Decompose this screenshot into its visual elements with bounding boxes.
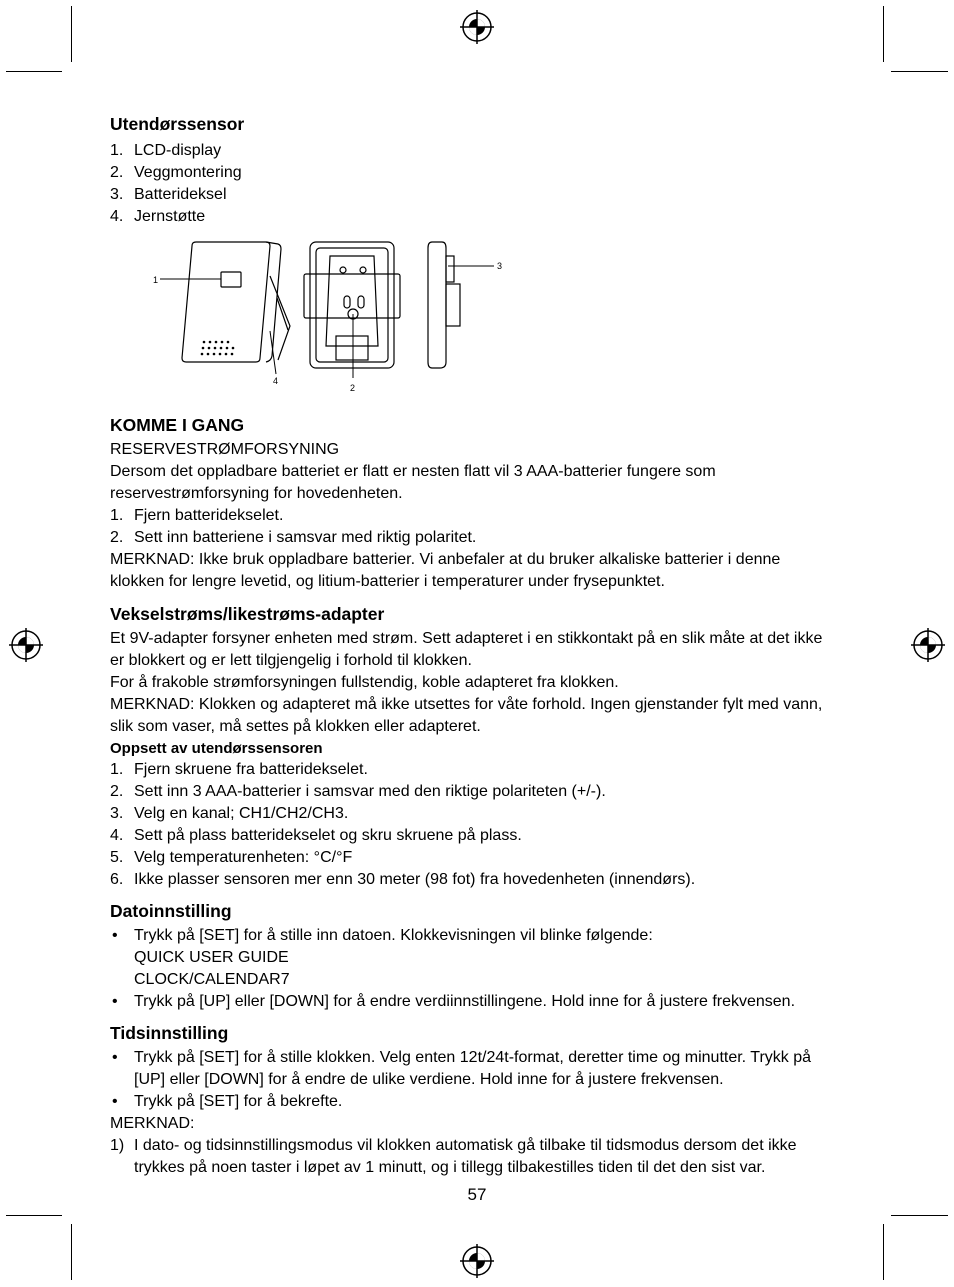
- bullet-icon: •: [112, 1093, 118, 1110]
- list-item: [110, 206, 850, 228]
- bullet-text: Trykk på [SET] for å stille inn datoen. Klokkevisningen vil blinke følgende:: [134, 927, 653, 944]
- list-text: Velg temperaturenheten: °C/°F: [134, 849, 353, 866]
- bullet-continuation: CLOCK/CALENDAR7: [134, 971, 290, 988]
- crop-mark: [71, 1224, 72, 1280]
- list-item: [110, 781, 850, 803]
- list-text: Fjern skruene fra batteridekselet.: [134, 761, 368, 778]
- bullet-continuation: [UP] eller [DOWN] for å endre de ulike verdiene. Hold inne for å justere frekvensen.: [134, 1071, 724, 1088]
- page-number: 57: [467, 1185, 487, 1204]
- list-number: 2.: [110, 529, 124, 546]
- paragraph-line: slik som vaser, må settes på klokken eller adapteret.: [110, 718, 481, 735]
- list-text: I dato- og tidsinnstillingsmodus vil klokken automatisk gå tilbake til tidsmodus dersom det ikke: [134, 1137, 797, 1154]
- list-item: [110, 803, 850, 825]
- section-title-getting-started: KOMME I GANG: [110, 415, 245, 435]
- list-item: [110, 140, 850, 162]
- paragraph-line: Dersom det oppladbare batteriet er flatt er nesten flatt vil 3 AAA-batterier fungere som: [110, 463, 716, 480]
- list-number: 2.: [110, 164, 124, 181]
- bullet-item: [110, 925, 850, 947]
- bullet-text: Trykk på [UP] eller [DOWN] for å endre verdiinnstillingene. Hold inne for å justere frekvensen.: [134, 993, 796, 1010]
- list-text: Sett inn 3 AAA-batterier i samsvar med den riktige polariteten (+/-).: [134, 783, 606, 800]
- crop-mark: [71, 6, 72, 62]
- speaker-dots: [201, 341, 235, 356]
- list-item: [110, 527, 850, 549]
- crop-mark: [883, 1224, 884, 1280]
- list-text: Ikke plasser sensoren mer enn 30 meter (98 fot) fra hovedenheten (innendørs).: [134, 871, 696, 888]
- list-number: 1): [110, 1137, 125, 1154]
- paragraph-line: reservestrømforsyning for hovedenheten.: [110, 485, 403, 502]
- figure-label: 4: [273, 376, 279, 386]
- list-number: 1.: [110, 761, 124, 778]
- bullet-text: Trykk på [SET] for å bekrefte.: [134, 1093, 343, 1110]
- note-label: MERKNAD:: [110, 1115, 195, 1132]
- list-item: [110, 847, 850, 869]
- list-text: Sett inn batteriene i samsvar med riktig polaritet.: [134, 529, 477, 546]
- sensor-side-view: [428, 242, 494, 368]
- list-number: 1.: [110, 142, 124, 159]
- bullet-icon: •: [112, 993, 118, 1010]
- note-line: MERKNAD: Ikke bruk oppladbare batterier. Vi anbefaler at du bruker alkaliske batterier i denne: [110, 551, 781, 568]
- list-item: [110, 759, 850, 781]
- crop-mark: [6, 1215, 62, 1216]
- list-text: Fjern batteridekselet.: [134, 507, 284, 524]
- list-text: Veggmontering: [134, 164, 242, 181]
- bullet-text: Trykk på [SET] for å stille klokken. Velg enten 12t/24t-format, deretter time og minutter. Trykk på: [134, 1049, 812, 1066]
- paragraph-line: MERKNAD: Klokken og adapteret må ikke utsettes for våte forhold. Ingen gjenstander fylt med vann,: [110, 696, 823, 713]
- section-title-date-setting: Datoinnstilling: [110, 901, 232, 921]
- page-content: [110, 113, 850, 1179]
- note-line: klokken for lengre levetid, og litium-batterier i temperaturer under frysepunktet.: [110, 573, 665, 590]
- figure-label: 3: [497, 261, 503, 271]
- section-title-time-setting: Tidsinnstilling: [110, 1023, 229, 1043]
- outdoor-sensor-illustration: [130, 236, 550, 402]
- registration-mark-icon: [460, 10, 494, 44]
- paragraph-line: For å frakoble strømforsyningen fullstendig, koble adapteret fra klokken.: [110, 674, 619, 691]
- crop-mark: [891, 1215, 948, 1216]
- crop-mark: [891, 71, 948, 72]
- list-item: [110, 162, 850, 184]
- list-number: 4.: [110, 827, 124, 844]
- section-title-adapter: Vekselstrøms/likestrøms-adapter: [110, 604, 385, 624]
- registration-mark-icon: [9, 628, 43, 662]
- bullet-icon: •: [112, 927, 118, 944]
- subtitle-backup-power: RESERVESTRØMFORSYNING: [110, 441, 340, 458]
- paragraph-line: er blokkert og er lett tilgjengelig i forhold til klokken.: [110, 652, 472, 669]
- bullet-item: [110, 991, 850, 1013]
- list-number: 4.: [110, 208, 124, 225]
- crop-mark: [883, 6, 884, 62]
- list-number: 2.: [110, 783, 124, 800]
- list-text: Sett på plass batteridekselet og skru skruene på plass.: [134, 827, 522, 844]
- figure-label: 2: [350, 383, 356, 393]
- registration-mark-icon: [460, 1244, 494, 1278]
- bullet-icon: •: [112, 1049, 118, 1066]
- list-text: Jernstøtte: [134, 208, 206, 225]
- list-continuation: trykkes på noen taster i løpet av 1 minutt, og i tillegg tilbakestilles tiden til det den sist var.: [134, 1159, 766, 1176]
- list-number: 1.: [110, 507, 124, 524]
- list-item: [110, 825, 850, 847]
- crop-mark: [6, 71, 62, 72]
- list-text: Velg en kanal; CH1/CH2/CH3.: [134, 805, 349, 822]
- list-text: Batterideksel: [134, 186, 227, 203]
- sensor-back-view: [304, 242, 400, 378]
- subsection-title-sensor-setup: Oppsett av utendørssensoren: [110, 740, 323, 757]
- figure-label: 1: [153, 275, 159, 285]
- list-text: LCD-display: [134, 142, 222, 159]
- section-title-outdoor-sensor: Utendørssensor: [110, 114, 245, 134]
- list-number: 3.: [110, 186, 124, 203]
- list-item: [110, 505, 850, 527]
- list-item: [110, 1135, 850, 1157]
- bullet-item: [110, 1091, 850, 1113]
- list-item: [110, 869, 850, 891]
- registration-mark-icon: [911, 628, 945, 662]
- list-item: [110, 184, 850, 206]
- list-number: 5.: [110, 849, 124, 866]
- sensor-figure: [110, 236, 850, 402]
- paragraph-line: Et 9V-adapter forsyner enheten med strøm. Sett adapteret i en stikkontakt på en slik måte at det ikke: [110, 630, 823, 647]
- bullet-item: [110, 1047, 850, 1069]
- list-number: 6.: [110, 871, 124, 888]
- bullet-continuation: QUICK USER GUIDE: [134, 949, 289, 966]
- list-number: 3.: [110, 805, 124, 822]
